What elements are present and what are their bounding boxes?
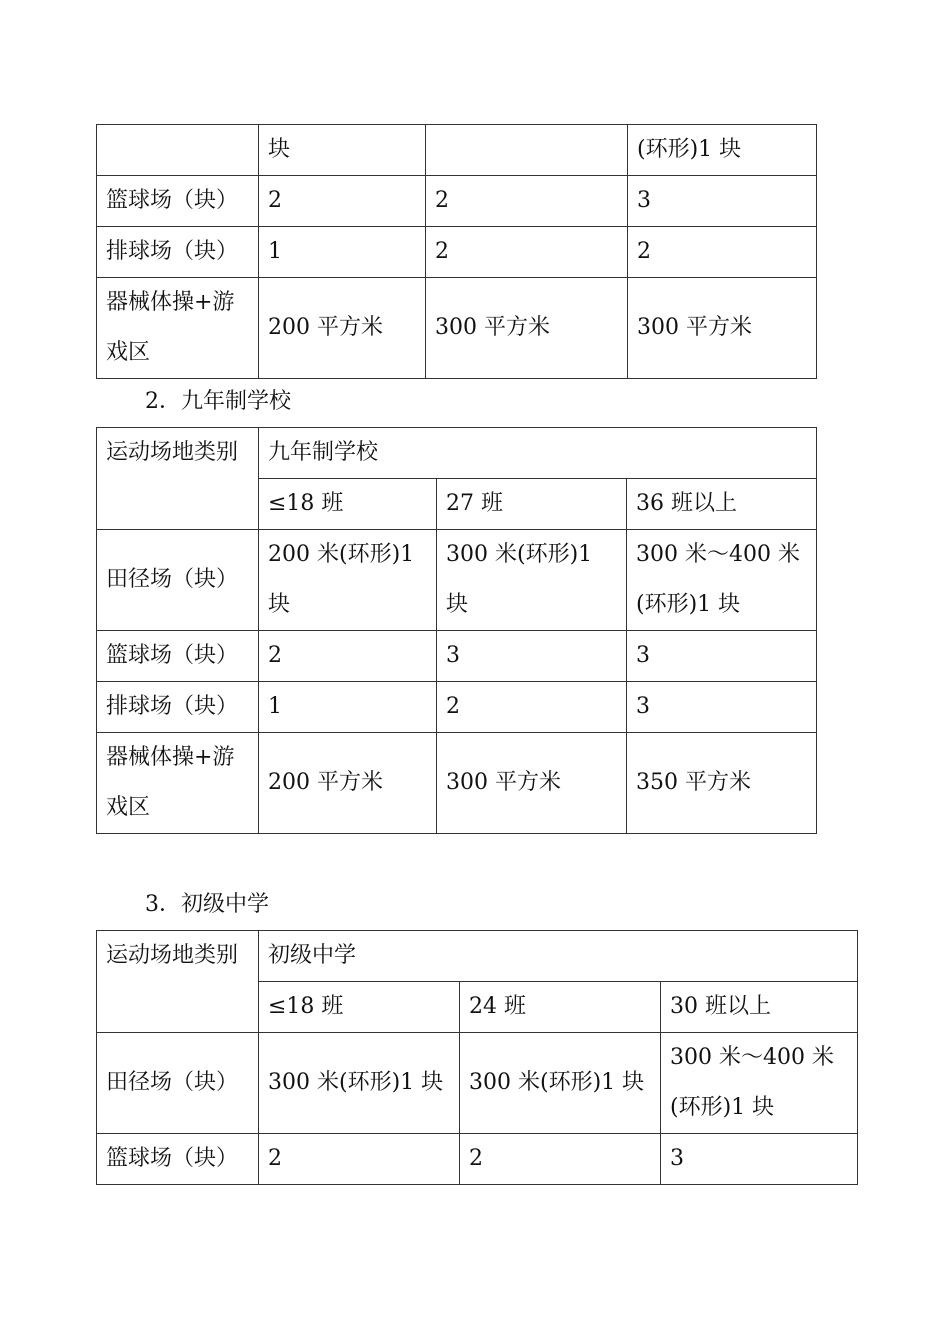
group-header-cell: 九年制学校 (259, 428, 817, 479)
table-continued (96, 124, 817, 379)
section-heading-junior-middle-school: 3．初级中学 (145, 892, 269, 917)
table-cell: 器械体操+游戏区 (97, 278, 259, 379)
table-cell: 300 米(环形)1 块 (437, 530, 627, 631)
table-cell: 1 (259, 682, 437, 733)
table-cell: 300 平方米 (437, 733, 627, 834)
table-cell: 2 (426, 176, 628, 227)
table-cell: 3 (627, 682, 817, 733)
table-cell: 300 米～400 米(环形)1 块 (627, 530, 817, 631)
table-cell: 200 平方米 (259, 733, 437, 834)
table-cell: 2 (437, 682, 627, 733)
table-cell: 300 米(环形)1 块 (259, 1033, 460, 1134)
table-row (97, 682, 817, 733)
table-cell: 块 (259, 125, 426, 176)
table-cell: 2 (259, 631, 437, 682)
row-header-cell: 运动场地类别 (97, 428, 259, 530)
column-header-cell: 36 班以上 (627, 479, 817, 530)
table-row (97, 278, 817, 379)
table-cell: 田径场（块） (97, 530, 259, 631)
table-row (97, 733, 817, 834)
column-header-cell: 24 班 (460, 982, 661, 1033)
table-nine-year-school (96, 427, 817, 834)
table-cell: 排球场（块） (97, 682, 259, 733)
column-header-cell: ≤18 班 (259, 479, 437, 530)
table-cell: 篮球场（块） (97, 631, 259, 682)
section-heading-nine-year-school: 2．九年制学校 (145, 389, 291, 414)
table-cell: 300 米～400 米(环形)1 块 (661, 1033, 858, 1134)
row-header-cell: 运动场地类别 (97, 931, 259, 1033)
table-row (97, 530, 817, 631)
table-cell: 300 米(环形)1 块 (460, 1033, 661, 1134)
table-cell: 1 (259, 227, 426, 278)
table-cell: 200 米(环形)1 块 (259, 530, 437, 631)
table-row (97, 176, 817, 227)
column-header-cell: 30 班以上 (661, 982, 858, 1033)
table-row (97, 1134, 858, 1185)
table-cell: 200 平方米 (259, 278, 426, 379)
table-cell: 300 平方米 (426, 278, 628, 379)
table-cell: 2 (628, 227, 817, 278)
table-cell: 2 (259, 1134, 460, 1185)
table-cell: 2 (426, 227, 628, 278)
table-cell (426, 125, 628, 176)
column-header-cell: ≤18 班 (259, 982, 460, 1033)
table-cell: (环形)1 块 (628, 125, 817, 176)
table-row (97, 428, 817, 479)
table-cell: 3 (661, 1134, 858, 1185)
table-cell: 篮球场（块） (97, 1134, 259, 1185)
table-row (97, 125, 817, 176)
table-cell: 排球场（块） (97, 227, 259, 278)
table-cell: 3 (437, 631, 627, 682)
table-junior-middle-school (96, 930, 858, 1185)
table-cell (97, 125, 259, 176)
table-row (97, 227, 817, 278)
table-cell: 器械体操+游戏区 (97, 733, 259, 834)
table-cell: 田径场（块） (97, 1033, 259, 1134)
group-header-cell: 初级中学 (259, 931, 858, 982)
table-cell: 2 (259, 176, 426, 227)
table-cell: 篮球场（块） (97, 176, 259, 227)
table-row (97, 1033, 858, 1134)
table-row (97, 931, 858, 982)
table-cell: 3 (627, 631, 817, 682)
table-cell: 2 (460, 1134, 661, 1185)
table-cell: 3 (628, 176, 817, 227)
table-cell: 300 平方米 (628, 278, 817, 379)
column-header-cell: 27 班 (437, 479, 627, 530)
table-cell: 350 平方米 (627, 733, 817, 834)
table-row (97, 631, 817, 682)
